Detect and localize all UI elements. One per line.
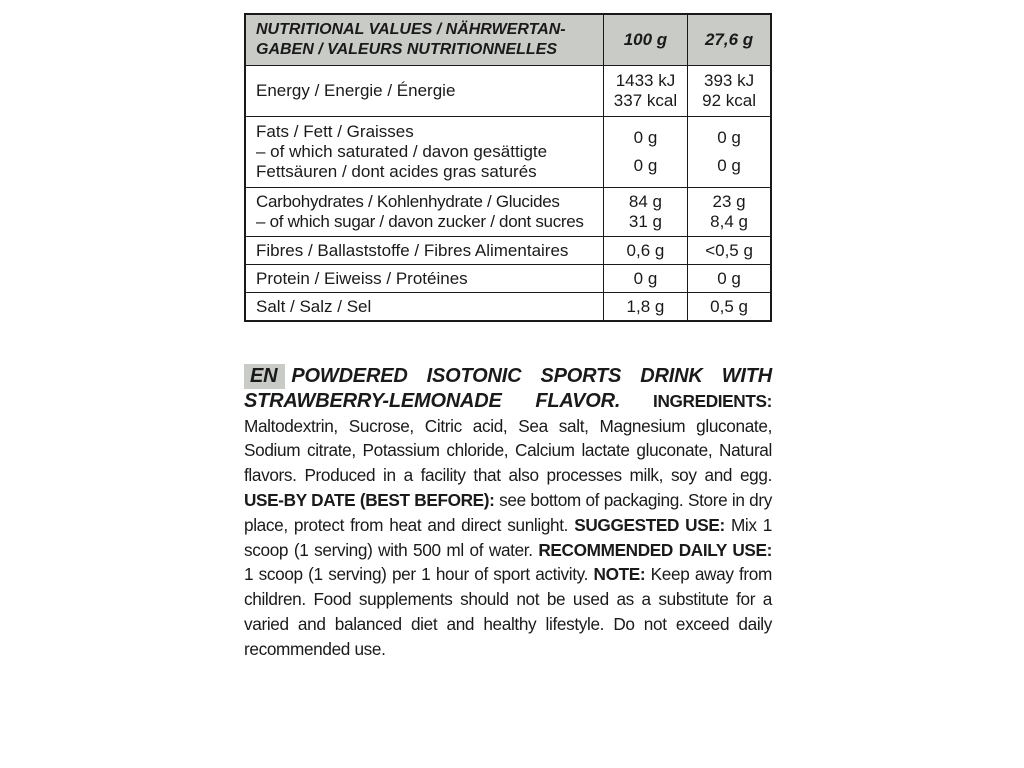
carbs-per-100g [603,188,687,237]
saturated-value-100g: 0 g [633,156,658,175]
use-by-text: see bottom of packaging. Store in dry place, protect from heat and direct sunlight. [244,489,772,535]
fats-value-100g: 0 g [633,128,658,147]
energy-per-serving [688,66,771,117]
fats-label: Fats / Fett / Graisses [256,122,414,141]
energy-kcal-100g: 337 kcal [613,91,678,110]
sugar-value-serving: 8,4 g [710,212,748,231]
header-nutritional-values: NUTRITIONAL VALUES / NÄHRWERTAN- GABEN / VALEURS NUTRITIONNELLES [245,14,603,66]
row-label-carbohydrates [245,188,603,237]
salt-per-serving: 0,5 g [688,293,771,322]
table-header-row [245,14,771,66]
fats-per-100g [603,117,687,188]
fats-per-serving [688,117,771,188]
row-label-fats [245,117,603,188]
carbohydrates-label: Carbohydrates / Kohlenhydrate / Glucides [256,192,560,211]
language-badge: EN [244,364,285,389]
protein-per-serving: 0 g [688,265,771,293]
saturated-value-serving: 0 g [717,156,741,175]
header-per-100g: 100 g [603,14,687,66]
energy-per-100g [603,66,687,117]
row-label-salt: Salt / Salz / Sel [245,293,603,322]
fibres-per-serving: <0,5 g [688,237,771,265]
header-per-serving: 27,6 g [688,14,771,66]
use-by-label: USE-BY DATE (BEST BEFORE): [244,489,495,510]
suggested-use-label: SUGGESTED USE: [574,514,725,535]
energy-kj-serving: 393 kJ [704,71,755,90]
ingredients-label: INGREDIENTS: [653,390,772,411]
daily-use-text: 1 scoop (1 serving) per 1 hour of sport activity. [244,564,589,585]
row-label-protein: Protein / Eiweiss / Protéines [245,265,603,293]
product-description [244,364,772,662]
nutrition-table [244,13,772,322]
note-label: NOTE: [593,564,646,585]
row-label-energy: Energy / Energie / Énergie [245,66,603,117]
carbs-per-serving [688,188,771,237]
table-row-fats [245,117,771,188]
table-row-fibres [245,237,771,265]
ingredients-text: Maltodextrin, Sucrose, Citric acid, Sea salt, Magnesium gluconate, Sodium citrate, Potassium chloride, Calcium lactate gluconate, Natural flavors. Produced in a facility that also processes milk, soy and egg. [244,415,772,486]
sugar-value-100g: 31 g [628,212,662,231]
carbs-value-serving: 23 g [712,192,746,211]
row-label-fibres: Fibres / Ballaststoffe / Fibres Alimentaires [245,237,603,265]
energy-kj-100g: 1433 kJ [615,71,676,90]
nutrition-label [244,13,772,322]
product-title: POWDERED ISOTONIC SPORTS DRINK WITH STRAWBERRY-LEMONADE FLAVOR. [244,365,772,412]
daily-use-label: RECOMMENDED DAILY USE: [538,539,772,560]
table-row-energy [245,66,771,117]
protein-per-100g: 0 g [603,265,687,293]
saturated-label: – of which saturated / davon gesättigte Fettsäuren / dont acides gras saturés [256,142,548,181]
sugar-label: – of which sugar / davon zucker / dont sucres [256,212,584,231]
carbs-value-100g: 84 g [628,192,662,211]
fats-value-serving: 0 g [717,128,741,147]
fibres-per-100g: 0,6 g [603,237,687,265]
table-row-protein [245,265,771,293]
note-text: Keep away from children. Food supplements should not be used as a substitute for a varied and balanced diet and healthy lifestyle. Do not exceed daily recommended use. [244,564,772,659]
suggested-use-text: Mix 1 scoop (1 serving) with 500 ml of water. [244,514,772,560]
energy-kcal-serving: 92 kcal [702,91,756,110]
table-row-salt [245,293,771,322]
table-row-carbohydrates [245,188,771,237]
salt-per-100g: 1,8 g [603,293,687,322]
